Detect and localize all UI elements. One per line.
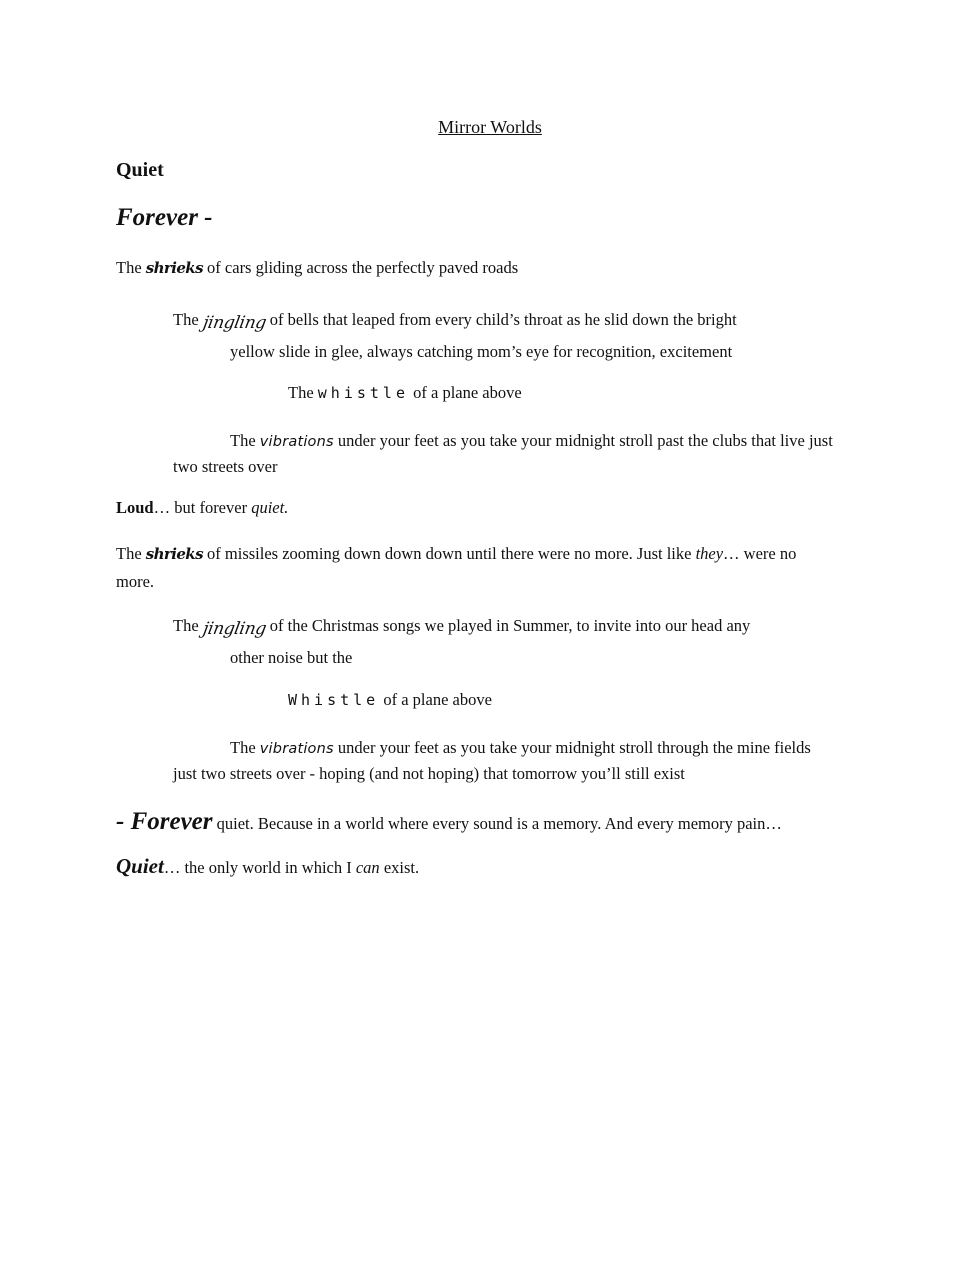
stylized-word-whistle: Whistle	[288, 691, 380, 709]
stylized-word-whistle: whistle	[317, 384, 409, 402]
stanza2-line2: more.	[116, 572, 155, 591]
heading-quiet: Quiet	[116, 159, 164, 181]
stylized-word-shrieks: shrieks	[145, 545, 203, 563]
stylized-word-jingling: jingling	[201, 313, 268, 333]
forever-line: - Forever quiet. Because in a world where every sound is a memory. And every memory pain…	[116, 808, 782, 835]
loud-line: Loud… but forever quiet.	[116, 498, 289, 517]
stylized-word-vibrations: vibrations	[259, 434, 334, 450]
stanza1-line3: yellow slide in glee, always catching mom’s eye for recognition, excitement	[230, 342, 733, 361]
stylized-word-vibrations: vibrations	[259, 741, 334, 757]
heading-forever: Forever -	[116, 204, 213, 231]
stanza1-line4: The whistle of a plane above	[288, 383, 522, 402]
stanza1-line2: The jingling of bells that leaped from every child’s throat as he slid down the bright	[173, 310, 737, 333]
stanza1-line6: two streets over	[173, 457, 278, 476]
final-line: Quiet… the only world in which I can exist.	[116, 854, 420, 878]
stanza1-line1: The shrieks of cars gliding across the perfectly paved roads	[116, 258, 519, 277]
document-title: Mirror Worlds	[438, 117, 542, 137]
stanza2-line6: The vibrations under your feet as you take your midnight stroll through the mine fields	[230, 738, 811, 757]
stanza2-line3: The jingling of the Christmas songs we played in Summer, to invite into our head any	[173, 616, 751, 639]
stanza2-line4: other noise but the	[230, 648, 353, 667]
stylized-word-shrieks: shrieks	[145, 259, 203, 277]
stanza1-line5: The vibrations under your feet as you take your midnight stroll past the clubs that live just	[230, 431, 833, 450]
stanza2-line7: just two streets over - hoping (and not hoping) that tomorrow you’ll still exist	[173, 764, 685, 783]
stylized-word-jingling: jingling	[201, 619, 268, 639]
stanza2-line5: Whistle of a plane above	[288, 690, 492, 709]
stanza2-line1: The shrieks of missiles zooming down down down until there were no more. Just like they… were no	[116, 544, 797, 563]
